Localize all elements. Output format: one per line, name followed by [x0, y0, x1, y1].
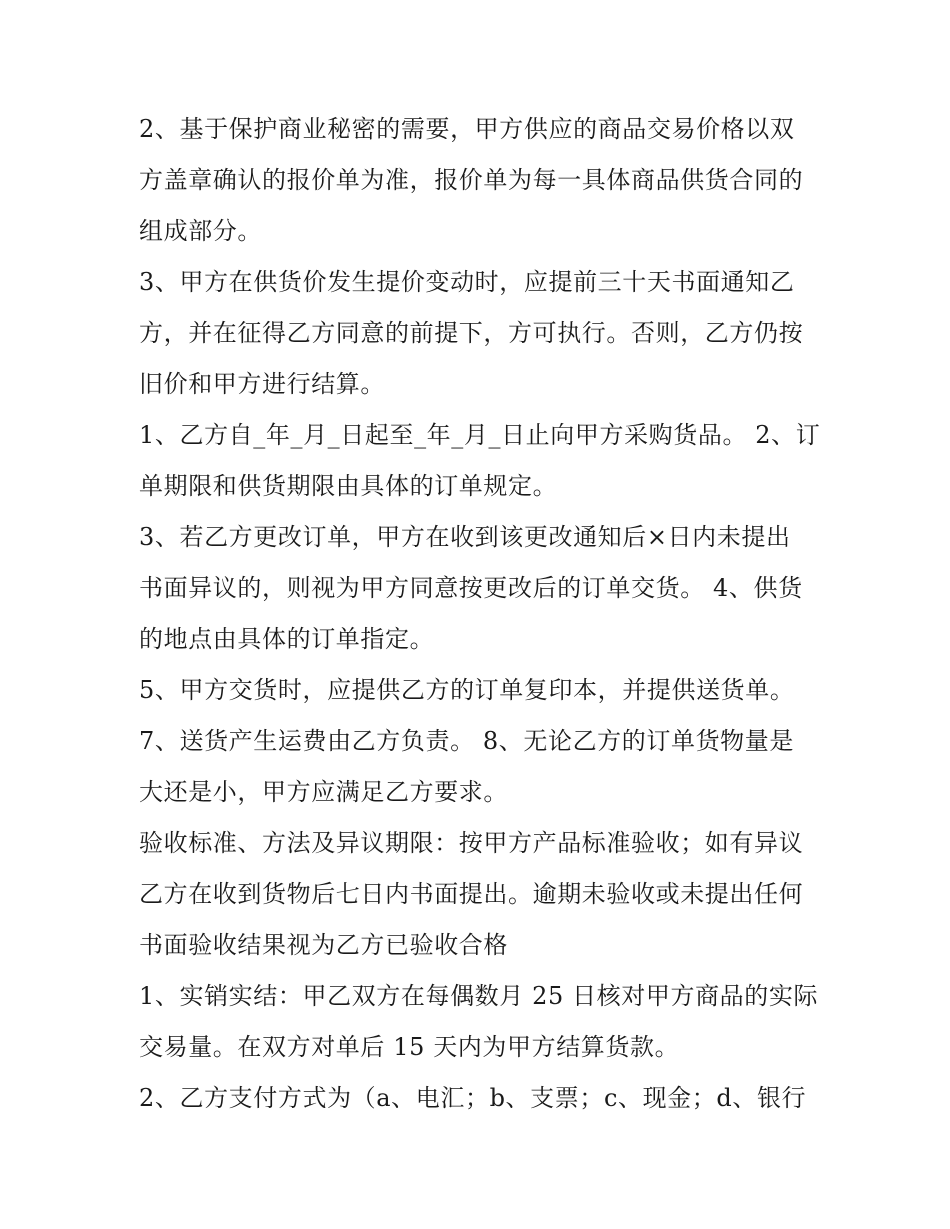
text-line: 的地点由具体的订单指定。: [139, 625, 435, 653]
text-line: 书面异议的，则视为甲方同意按更改后的订单交货。 4、供货: [139, 574, 803, 602]
document-body: [139, 104, 829, 1124]
text-line: 方盖章确认的报价单为准，报价单为每一具体商品供货合同的: [139, 166, 804, 194]
text-line: 1、乙方自_年_月_日起至_年_月_日止向甲方采购货品。 2、订: [139, 421, 821, 449]
text-line: 5、甲方交货时，应提供乙方的订单复印本，并提供送货单。: [139, 676, 795, 704]
text-line: 3、若乙方更改订单，甲方在收到该更改通知后×日内未提出: [139, 523, 791, 551]
text-line: 2、乙方支付方式为（a、电汇；b、支票；c、现金；d、银行: [139, 1084, 807, 1112]
text-line: 旧价和甲方进行结算。: [139, 370, 385, 398]
text-line: 组成部分。: [139, 217, 262, 245]
text-line: 书面验收结果视为乙方已验收合格: [139, 931, 508, 959]
text-line: 方，并在征得乙方同意的前提下，方可执行。否则，乙方仍按: [139, 319, 804, 347]
text-line: 1、实销实结：甲乙双方在每偶数月 25 日核对甲方商品的实际: [139, 982, 819, 1010]
text-line: 2、基于保护商业秘密的需要，甲方供应的商品交易价格以双: [139, 115, 795, 143]
text-line: 验收标准、方法及异议期限：按甲方产品标准验收；如有异议: [139, 829, 804, 857]
text-line: 交易量。在双方对单后 15 天内为甲方结算货款。: [139, 1033, 680, 1061]
text-line: 大还是小，甲方应满足乙方要求。: [139, 778, 508, 806]
text-line: 乙方在收到货物后七日内书面提出。逾期未验收或未提出任何: [139, 880, 804, 908]
text-line: 单期限和供货期限由具体的订单规定。: [139, 472, 558, 500]
text-line: 3、甲方在供货价发生提价变动时，应提前三十天书面通知乙: [139, 268, 795, 296]
text-line: 7、送货产生运费由乙方负责。 8、无论乙方的订单货物量是: [139, 727, 794, 755]
